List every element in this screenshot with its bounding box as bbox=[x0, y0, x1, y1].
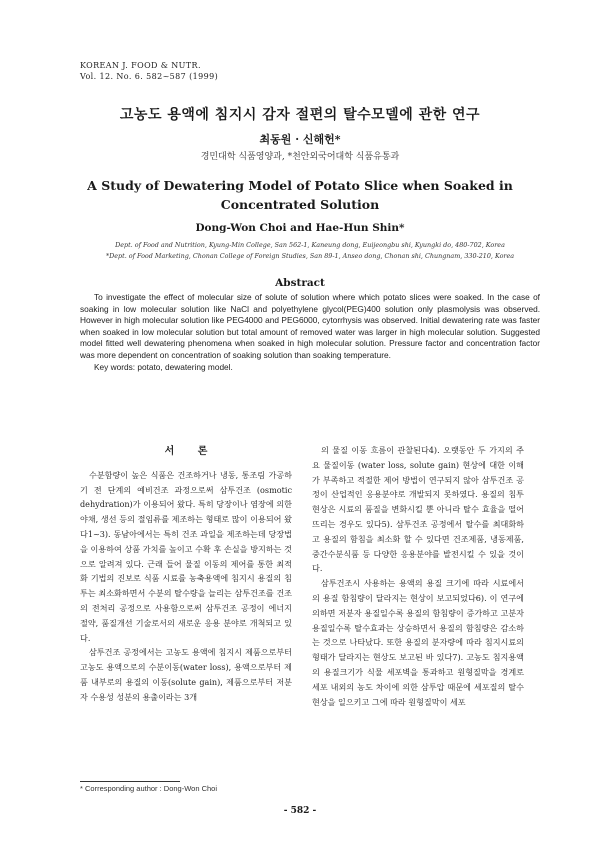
abstract-body bbox=[80, 292, 540, 373]
intro-paragraph-2: 삼투건조 공정에서는 고농도 용액에 침지시 제품으로부터 고농도 용액으로의 수분이동(water loss), 용액으로부터 제품 내부로의 용질의 이동(solute gain), 제품으로부터 저분자 수용성 성분의 용출이라는 3개 bbox=[80, 647, 292, 702]
english-affiliation-2: *Dept. of Food Marketing, Chonan College of Foreign Studies, San 89-1, Anseo dong, Chonan shi, Chungnam, 330-210, Korea bbox=[105, 252, 515, 260]
english-title-line1: A Study of Dewatering Model of Potato Slice when Soaked in bbox=[87, 178, 513, 193]
abstract-heading: Abstract bbox=[275, 277, 325, 289]
intro-paragraph-1: 수분함량이 높은 식품은 건조하거나 냉동, 통조림 가공하기 전 단계의 예비건조 과정으로써 삼투건조 (osmotic dehydration)가 이용되어 왔다. 특히 당장이나 염장에 의한 야채, 생선 등의 절임류를 제조하는 형태로 많이 이용되어 왔다1~3). 동남아에서는 특히 건조 과일을 제조하는데 당장법을 이용하여 상품 가치를 높이고 수확 후 손실을 방지하는 것으로 알려져 있다. 근래 들어 물질 이동의 제어를 통한 최적화 기법의 진보로 식품 시료를 농축용액에 침지시 용질의 침투는 최소화하면서 수분의 탈수량을 늘리는 삼투건조를 건조의 전처리 공정으로 사용함으로써 삼투건조 공정이 에너지 절약, 품질개선 기술로서의 새로운 응용 분야로 개척되고 있다. bbox=[80, 469, 292, 643]
english-affiliation-1: Dept. of Food and Nutrition, Kyung-Min College, San 562-1, Kaneung dong, Euijeongbu shi, Kyungki do, 480-702, Korea bbox=[115, 241, 505, 249]
abstract-text: To investigate the effect of molecular size of solute of solution where which potato slices were soaked. In the case of soaking in low molecular solution like NaCl and polyethylene glycol(PEG)400 solution only plasmolysis was observed. However in high molecular solution like PEG4000 and PEG6000, cytorrhysis was observed. Initial dewatering rate was faster when soaked in low molecular solution but total amount of removed water was larger in high molecular solution. Suggested model fitted well dewatering phenomena when soaked in high molecular solution. Pressure factor and concentration factor was more dependent on concentration of soaking solution than soaking temperature. bbox=[80, 292, 540, 360]
english-authors: Dong-Won Choi and Hae-Hun Shin* bbox=[195, 222, 405, 234]
left-column bbox=[80, 445, 292, 705]
footnote-divider bbox=[80, 781, 180, 782]
section-heading-introduction: 서 론 bbox=[164, 446, 218, 457]
page-number: - 582 - bbox=[283, 806, 317, 816]
korean-affiliation: 경민대학 식품영양과, *천안외국어대학 식품유통과 bbox=[200, 152, 400, 162]
english-title-line2: Concentrated Solution bbox=[220, 197, 380, 212]
corresponding-author-footnote: * Corresponding author : Dong-Won Choi bbox=[80, 784, 218, 793]
journal-header bbox=[80, 60, 218, 82]
korean-title: 고농도 용액에 침지시 감자 절편의 탈수모델에 관한 연구 bbox=[119, 107, 481, 123]
intro-paragraph-3: 의 물질 이동 흐름이 관찰된다4). 오랫동안 두 가지의 주요 물질이동 (water loss, solute gain) 현상에 대한 이해가 부족하고 적절한 제어 방법이 연구되지 않아 삼투건조 공정이 산업적인 응용분야로 개발되지 못하였다. 용질의 침투현상은 시료의 품질을 변화시킬 뿐 아니라 탈수 효율을 떨어뜨리는 경우도 있다5). 삼투건조 공정에서 탈수를 최대화하고 용질의 함침을 최소화 할 수 있다면 건조제품, 냉동제품, 중간수분식품 등 다양한 응용분야를 발전시킬 수 있을 것이다. bbox=[312, 445, 524, 574]
korean-authors: 최동원 · 신해헌* bbox=[259, 133, 341, 146]
keywords: Key words: potato, dewatering model. bbox=[94, 361, 233, 372]
journal-name: KOREAN J. FOOD & NUTR. bbox=[80, 61, 201, 70]
english-title bbox=[0, 176, 600, 214]
intro-paragraph-4: 삼투건조시 사용하는 용액의 용질 크기에 따라 시료에서의 용질 함침량이 달라지는 현상이 보고되었다6). 이 연구에 의하면 저분자 용질일수록 용질의 함침량이 증가하고 고분자 용질일수록 탈수효과는 상승하면서 용질의 함침량은 감소하는 것으로 나타났다. 또한 용질의 분자량에 따라 침지시료의 형태가 달라지는 현상도 보고된 바 있다7). 고농도 침지용액의 용질크기가 식물 세포벽을 통과하고 원형질막을 경계로 세포 내외의 농도 차이에 의한 삼투압 때문에 세포질의 탈수 현상을 일으키고 그에 따라 원형질막이 세포 bbox=[312, 578, 524, 707]
journal-citation: Vol. 12. No. 6. 582~587 (1999) bbox=[80, 72, 219, 81]
right-column bbox=[312, 443, 524, 709]
